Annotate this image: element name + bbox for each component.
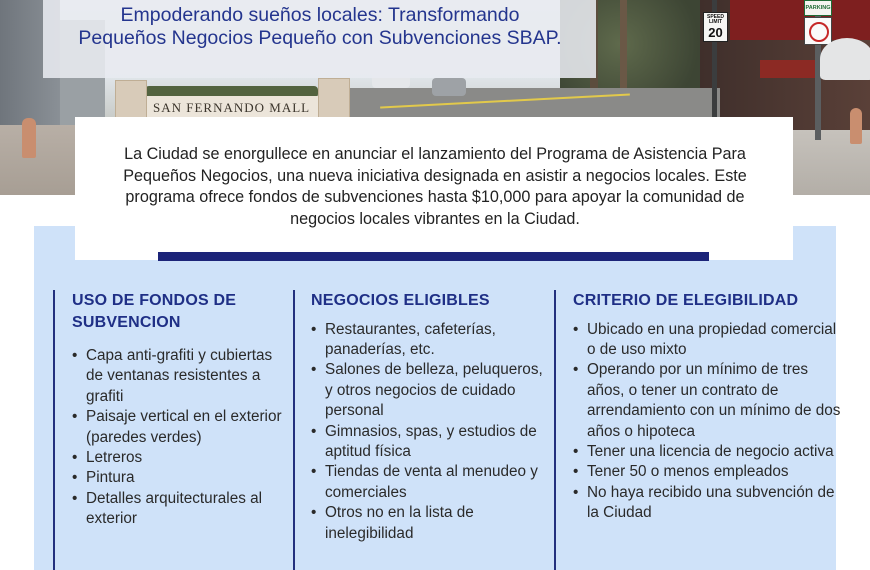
list-item: • Letreros bbox=[72, 448, 287, 468]
column-heading: CRITERIO DE ELEGIBILIDAD bbox=[573, 292, 799, 309]
list-item: • Capa anti-grafiti y cubiertas de ventanas resistentes a grafiti bbox=[72, 346, 287, 407]
mall-sign-text: SAN FERNANDO MALL bbox=[153, 100, 311, 115]
speed-sign-mid: LIMIT bbox=[708, 19, 723, 25]
awning bbox=[730, 0, 870, 40]
bullet-list bbox=[573, 320, 843, 524]
column-heading: USO DE FONDOS DE SUBVENCION bbox=[72, 292, 237, 331]
divider-rule bbox=[158, 252, 709, 261]
page-title-line1: Empoderando sueños locales: Transformando bbox=[120, 4, 520, 26]
page-title bbox=[0, 4, 640, 50]
list-item: • Gimnasios, spas, y estudios de aptitud física bbox=[311, 422, 546, 463]
column-eligibility-criteria bbox=[573, 290, 843, 524]
page-title-line2: Pequeños Negocios Pequeño con Subvenciones SBAP. bbox=[78, 27, 562, 49]
bullet-list bbox=[311, 320, 546, 544]
list-item: • Tener 50 o menos empleados bbox=[573, 462, 843, 482]
column-divider bbox=[293, 290, 295, 570]
column-heading: NEGOCIOS ELIGIBLES bbox=[311, 292, 490, 309]
parking-sign: PARKING bbox=[804, 0, 832, 16]
list-item: • Tener una licencia de negocio activa bbox=[573, 442, 843, 462]
car bbox=[432, 78, 466, 96]
list-item: • Tiendas de venta al menudeo y comerciales bbox=[311, 462, 546, 503]
list-item: • No haya recibido una subvención de la Ciudad bbox=[573, 483, 843, 524]
bollard bbox=[22, 118, 36, 158]
column-divider bbox=[53, 290, 55, 570]
list-item: • Detalles arquitecturales al exterior bbox=[72, 489, 287, 530]
intro-paragraph: La Ciudad se enorgullece en anunciar el lanzamiento del Programa de Asistencia Para Pequeños Negocios, una nueva iniciativa designada en asistir a negocios locales. Este programa ofrece fondos de subvenciones hasta $10,000 para apoyar la comunidad de negocios locales vibrantes en la Ciudad. bbox=[123, 145, 747, 228]
speed-limit-sign bbox=[703, 12, 728, 42]
list-item: • Operando por un mínimo de tres años, o tener un contrato de arrendamiento con un mínimo de dos años o hipoteca bbox=[573, 360, 843, 442]
list-item: • Otros no en la lista de inelegibilidad bbox=[311, 503, 546, 544]
bollard bbox=[850, 108, 862, 144]
no-turn-sign-icon bbox=[804, 17, 832, 45]
list-item: • Restaurantes, cafeterías, panaderías, etc. bbox=[311, 320, 546, 361]
column-divider bbox=[554, 290, 556, 570]
list-item: • Paisaje vertical en el exterior (paredes verdes) bbox=[72, 407, 287, 448]
column-eligible-businesses bbox=[311, 290, 546, 544]
bullet-list bbox=[72, 346, 287, 530]
speed-sign-value: 20 bbox=[708, 25, 723, 40]
speed-sign-top: SPEED bbox=[707, 14, 724, 20]
column-grant-uses bbox=[72, 290, 287, 530]
list-item: • Ubicado en una propiedad comercial o de uso mixto bbox=[573, 320, 843, 361]
list-item: • Pintura bbox=[72, 468, 287, 488]
list-item: • Salones de belleza, peluqueros, y otros negocios de cuidado personal bbox=[311, 360, 546, 421]
umbrella bbox=[820, 38, 870, 80]
